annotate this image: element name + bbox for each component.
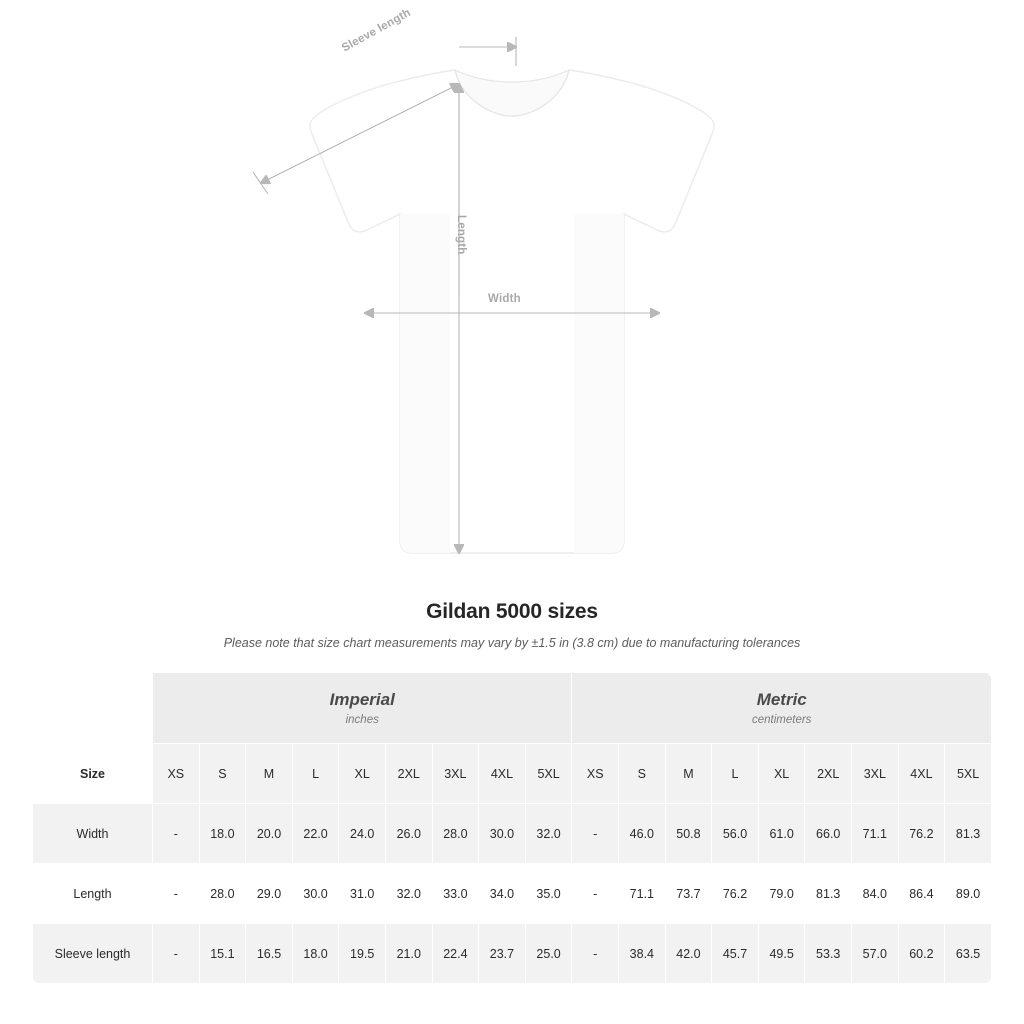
imperial-label: Imperial	[329, 690, 395, 709]
cell-length-imperial-m: 29.0	[246, 864, 293, 924]
size-chart-table	[32, 672, 992, 984]
sleeve-length-dimension-label: Sleeve length	[340, 6, 413, 55]
cell-sleeve-imperial-xs: -	[153, 924, 200, 984]
cell-length-metric-4xl: 86.4	[898, 864, 945, 924]
cell-sleeve-imperial-4xl: 23.7	[479, 924, 526, 984]
cell-sleeve-metric-5xl: 63.5	[945, 924, 992, 984]
cell-sleeve-metric-m: 42.0	[665, 924, 712, 984]
cell-length-imperial-s: 28.0	[199, 864, 246, 924]
table-row	[33, 924, 992, 984]
col-header-metric-s: S	[619, 744, 666, 804]
cell-length-metric-l: 76.2	[712, 864, 759, 924]
cell-width-imperial-3xl: 28.0	[432, 804, 479, 864]
cell-width-metric-4xl: 76.2	[898, 804, 945, 864]
imperial-sublabel: inches	[345, 714, 379, 726]
col-header-metric-xl: XL	[758, 744, 805, 804]
col-header-metric-4xl: 4XL	[898, 744, 945, 804]
size-header-label: Size	[33, 744, 153, 804]
cell-length-imperial-2xl: 32.0	[385, 864, 432, 924]
cell-width-imperial-xs: -	[153, 804, 200, 864]
width-dimension-label: Width	[484, 293, 525, 305]
cell-sleeve-metric-s: 38.4	[619, 924, 666, 984]
col-header-imperial-5xl: 5XL	[525, 744, 572, 804]
col-header-metric-2xl: 2XL	[805, 744, 852, 804]
cell-length-metric-xs: -	[572, 864, 619, 924]
cell-width-metric-2xl: 66.0	[805, 804, 852, 864]
length-dimension-label: Length	[455, 215, 467, 255]
corner-cell	[33, 673, 153, 744]
tolerance-note: Please note that size chart measurements may vary by ±1.5 in (3.8 cm) due to manufacturing tolerances	[223, 636, 801, 650]
cell-width-metric-m: 50.8	[665, 804, 712, 864]
cell-length-imperial-xl: 31.0	[339, 864, 386, 924]
cell-sleeve-imperial-2xl: 21.0	[385, 924, 432, 984]
cell-sleeve-metric-l: 45.7	[712, 924, 759, 984]
row-label-sleeve-length: Sleeve length	[33, 924, 153, 984]
row-label-length: Length	[33, 864, 153, 924]
size-header-row	[33, 744, 992, 804]
cell-sleeve-metric-xl: 49.5	[758, 924, 805, 984]
cell-length-metric-xl: 79.0	[758, 864, 805, 924]
cell-width-imperial-5xl: 32.0	[525, 804, 572, 864]
col-header-imperial-2xl: 2XL	[385, 744, 432, 804]
title-block	[0, 600, 1024, 650]
col-header-metric-5xl: 5XL	[945, 744, 992, 804]
cell-width-imperial-4xl: 30.0	[479, 804, 526, 864]
cell-width-metric-s: 46.0	[619, 804, 666, 864]
cell-sleeve-imperial-l: 18.0	[292, 924, 339, 984]
imperial-group-header	[153, 673, 572, 744]
cell-width-imperial-2xl: 26.0	[385, 804, 432, 864]
cell-width-metric-xs: -	[572, 804, 619, 864]
cell-sleeve-imperial-m: 16.5	[246, 924, 293, 984]
cell-length-imperial-4xl: 34.0	[479, 864, 526, 924]
cell-length-metric-s: 71.1	[619, 864, 666, 924]
cell-sleeve-imperial-s: 15.1	[199, 924, 246, 984]
cell-width-metric-l: 56.0	[712, 804, 759, 864]
cell-length-imperial-5xl: 35.0	[525, 864, 572, 924]
col-header-imperial-xs: XS	[153, 744, 200, 804]
cell-sleeve-metric-xs: -	[572, 924, 619, 984]
cell-sleeve-imperial-xl: 19.5	[339, 924, 386, 984]
metric-sublabel: centimeters	[752, 714, 812, 726]
cell-length-metric-m: 73.7	[665, 864, 712, 924]
col-header-metric-m: M	[665, 744, 712, 804]
cell-sleeve-metric-2xl: 53.3	[805, 924, 852, 984]
tshirt-graphic	[310, 70, 714, 553]
cell-width-imperial-m: 20.0	[246, 804, 293, 864]
cell-width-imperial-xl: 24.0	[339, 804, 386, 864]
col-header-imperial-4xl: 4XL	[479, 744, 526, 804]
cell-sleeve-metric-4xl: 60.2	[898, 924, 945, 984]
table-row	[33, 864, 992, 924]
table-row	[33, 804, 992, 864]
metric-label: Metric	[756, 690, 807, 709]
cell-length-imperial-xs: -	[153, 864, 200, 924]
cell-sleeve-metric-3xl: 57.0	[852, 924, 899, 984]
page-title: Gildan 5000 sizes	[426, 600, 598, 623]
unit-group-header-row	[33, 673, 992, 744]
cell-width-metric-3xl: 71.1	[852, 804, 899, 864]
cell-width-imperial-s: 18.0	[199, 804, 246, 864]
col-header-imperial-m: M	[246, 744, 293, 804]
row-label-width: Width	[33, 804, 153, 864]
cell-width-metric-5xl: 81.3	[945, 804, 992, 864]
size-table-wrapper	[32, 672, 992, 984]
metric-group-header	[572, 673, 992, 744]
col-header-imperial-l: L	[292, 744, 339, 804]
cell-length-metric-3xl: 84.0	[852, 864, 899, 924]
col-header-imperial-xl: XL	[339, 744, 386, 804]
cell-length-imperial-3xl: 33.0	[432, 864, 479, 924]
col-header-imperial-s: S	[199, 744, 246, 804]
cell-sleeve-imperial-3xl: 22.4	[432, 924, 479, 984]
cell-length-imperial-l: 30.0	[292, 864, 339, 924]
cell-width-imperial-l: 22.0	[292, 804, 339, 864]
col-header-metric-xs: XS	[572, 744, 619, 804]
col-header-metric-l: L	[712, 744, 759, 804]
cell-width-metric-xl: 61.0	[758, 804, 805, 864]
cell-length-metric-5xl: 89.0	[945, 864, 992, 924]
col-header-imperial-3xl: 3XL	[432, 744, 479, 804]
cell-length-metric-2xl: 81.3	[805, 864, 852, 924]
col-header-metric-3xl: 3XL	[852, 744, 899, 804]
cell-sleeve-imperial-5xl: 25.0	[525, 924, 572, 984]
